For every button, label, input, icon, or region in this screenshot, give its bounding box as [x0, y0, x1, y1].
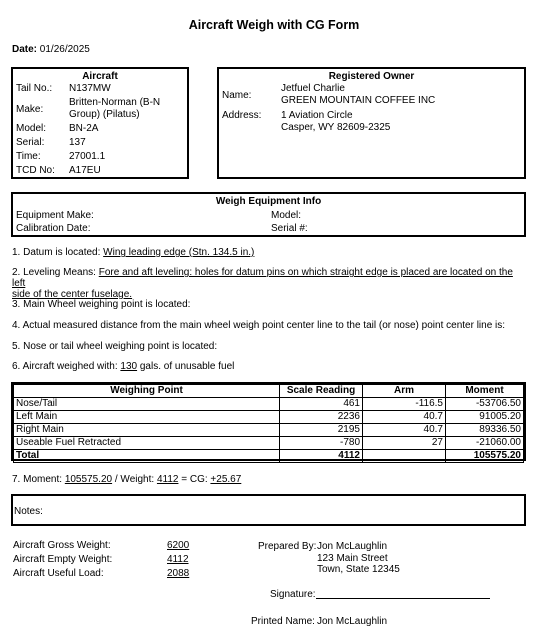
prepared-by-street: 123 Main Street	[317, 553, 388, 564]
owner-address-line2: Casper, WY 82609-2325	[281, 122, 391, 133]
aircraft-make-label: Make:	[16, 104, 44, 115]
aircraft-make-value: Britten-Norman (B-N Group) (Pilatus)	[69, 97, 161, 120]
item-2-value-line1: Fore and aft leveling: holes for datum pins on which straight edge is placed are located on the left	[12, 267, 513, 289]
cell-scale: 2195	[280, 424, 363, 437]
table-row	[14, 398, 524, 411]
total-scale: 4112	[280, 450, 363, 463]
equipment-serial-label: Serial #:	[271, 223, 308, 234]
cell-point: Useable Fuel Retracted	[14, 437, 280, 450]
aircraft-tcd-label: TCD No:	[16, 165, 55, 176]
cg-prefix: 7. Moment:	[12, 474, 63, 485]
signature-line[interactable]	[316, 598, 490, 599]
item-6-suffix: gals. of unusable fuel	[139, 361, 235, 372]
total-arm	[363, 450, 446, 463]
cell-scale: -780	[280, 437, 363, 450]
prepared-by-name: Jon McLaughlin	[317, 541, 388, 552]
cell-arm: -116.5	[363, 398, 446, 411]
total-point: Total	[14, 450, 280, 463]
col-header-point: Weighing Point	[14, 385, 280, 398]
table-row	[14, 411, 524, 424]
date-line	[12, 44, 90, 55]
item-2-label: 2. Leveling Means:	[12, 267, 96, 278]
owner-header: Registered Owner	[328, 71, 415, 82]
aircraft-tail-label: Tail No.:	[16, 83, 53, 94]
aircraft-time-label: Time:	[16, 151, 41, 162]
cell-moment: -21060.00	[446, 437, 524, 450]
equipment-header: Weigh Equipment Info	[215, 196, 322, 207]
cell-arm: 40.7	[363, 411, 446, 424]
gross-weight-value: 6200	[167, 540, 190, 551]
aircraft-tcd-value: A17EU	[69, 165, 101, 176]
cell-scale: 461	[280, 398, 363, 411]
prepared-by-label: Prepared By:	[258, 541, 317, 552]
item-3: 3. Main Wheel weighing point is located:	[12, 299, 191, 310]
table-total-row	[14, 450, 524, 463]
equipment-calibration-label: Calibration Date:	[16, 223, 91, 234]
cell-point: Nose/Tail	[14, 398, 280, 411]
cell-moment: 89336.50	[446, 424, 524, 437]
cell-point: Left Main	[14, 411, 280, 424]
item-5: 5. Nose or tail wheel weighing point is located:	[12, 341, 218, 352]
owner-address-line1: 1 Aviation Circle	[281, 110, 353, 121]
cell-arm: 27	[363, 437, 446, 450]
item-4: 4. Actual measured distance from the main wheel weigh point center line to the tail (or nose) point center line is:	[12, 320, 506, 331]
weighing-table	[13, 384, 524, 463]
owner-address-label: Address:	[222, 110, 262, 121]
printed-name-label: Printed Name:	[251, 616, 315, 627]
date-value: 01/26/2025	[39, 44, 90, 55]
table-row	[14, 437, 524, 450]
aircraft-box	[11, 67, 189, 179]
notes-box	[11, 494, 526, 526]
cg-line	[12, 474, 241, 485]
aircraft-serial-label: Serial:	[16, 137, 45, 148]
aircraft-serial-value: 137	[69, 137, 86, 148]
table-row	[14, 424, 524, 437]
aircraft-time-value: 27001.1	[69, 151, 106, 162]
empty-weight-label: Aircraft Empty Weight:	[13, 554, 113, 565]
owner-name-line1: Jetfuel Charlie	[281, 83, 345, 94]
signature-label: Signature:	[270, 589, 316, 600]
cg-label: = CG:	[181, 474, 208, 485]
aircraft-header: Aircraft	[82, 71, 118, 82]
item-2	[12, 267, 527, 300]
item-1	[12, 247, 254, 258]
item-1-label: 1. Datum is located:	[12, 247, 101, 258]
owner-name-label: Name:	[222, 90, 252, 101]
cell-scale: 2236	[280, 411, 363, 424]
equipment-make-label: Equipment Make:	[16, 210, 94, 221]
useful-load-value: 2088	[167, 568, 190, 579]
col-header-moment: Moment	[446, 385, 524, 398]
aircraft-model-label: Model:	[16, 123, 47, 134]
useful-load-label: Aircraft Useful Load:	[13, 568, 104, 579]
printed-name-value: Jon McLaughlin	[317, 616, 388, 627]
item-1-value: Wing leading edge (Stn. 134.5 in.)	[103, 247, 255, 258]
cg-value: +25.67	[210, 474, 242, 485]
cell-moment: 91005.20	[446, 411, 524, 424]
equipment-model-label: Model:	[271, 210, 302, 221]
aircraft-tail-value: N137MW	[69, 83, 111, 94]
date-label: Date:	[12, 44, 38, 55]
gross-weight-label: Aircraft Gross Weight:	[13, 540, 111, 551]
item-6-prefix: 6. Aircraft weighed with:	[12, 361, 118, 372]
cg-weight: 4112	[156, 474, 179, 485]
notes-label: Notes:	[14, 506, 43, 517]
total-moment: 105575.20	[446, 450, 524, 463]
cell-point: Right Main	[14, 424, 280, 437]
aircraft-model-value: BN-2A	[69, 123, 99, 134]
item-6-gallons: 130	[120, 361, 138, 372]
weighing-table-frame	[11, 382, 526, 461]
cell-arm: 40.7	[363, 424, 446, 437]
form-title: Aircraft Weigh with CG Form	[188, 18, 360, 32]
item-2-value-line2: side of the center fuselage.	[12, 289, 133, 300]
cg-moment: 105575.20	[64, 474, 113, 485]
col-header-scale: Scale Reading	[280, 385, 363, 398]
cg-weight-label: / Weight:	[114, 474, 155, 485]
item-6	[12, 361, 234, 372]
equipment-box	[11, 192, 526, 237]
col-header-arm: Arm	[363, 385, 446, 398]
owner-name-line2: GREEN MOUNTAIN COFFEE INC	[281, 95, 436, 106]
cell-moment: -53706.50	[446, 398, 524, 411]
owner-box	[217, 67, 526, 179]
empty-weight-value: 4112	[167, 554, 189, 565]
prepared-by-city: Town, State 12345	[317, 564, 400, 575]
